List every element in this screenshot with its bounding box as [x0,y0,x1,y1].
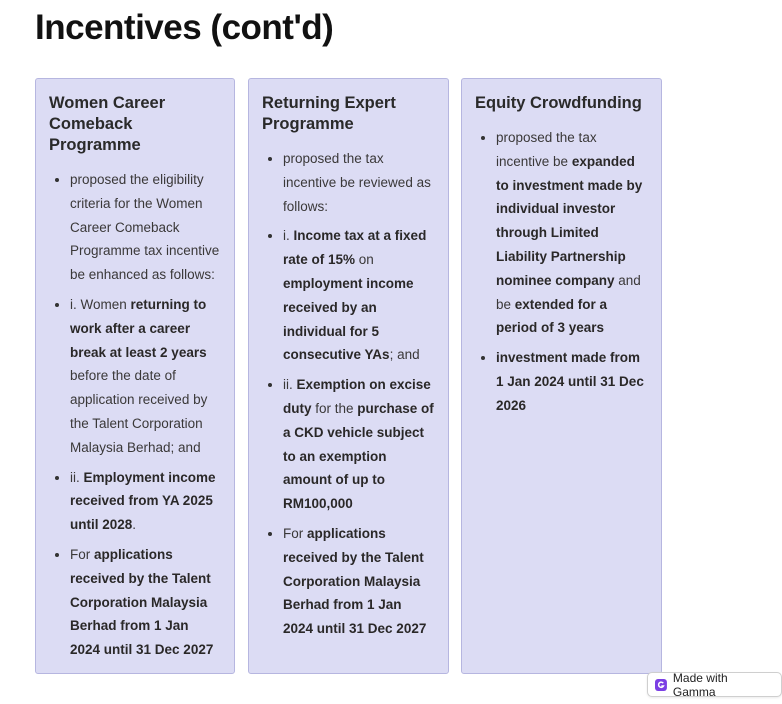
card-heading: Women Career Comeback Programme [49,94,166,154]
text: on [355,252,374,268]
bullet-item [283,224,435,367]
text: and be [496,272,641,312]
bold-text: investment made from 1 Jan 2024 until 31 Dec 2026 [496,350,644,413]
gamma-logo-icon [655,679,667,691]
text: before the date of application received by the Talent Corporation Malaysia Berhad; and [70,368,208,455]
text: proposed the tax incentive be [496,130,597,169]
bullet-item [283,147,435,218]
bold-text: applications received by the Talent Corporation Malaysia Berhad from 1 Jan 2024 until 31 Dec 2027 [70,546,214,658]
text: for the [311,400,358,416]
card-heading: Equity Crowdfunding [475,94,642,112]
bullet-item [496,126,648,340]
bullet-item [496,346,648,417]
text: proposed the tax incentive be reviewed as follows: [283,151,431,214]
card-heading: Returning Expert Programme [262,94,396,133]
bullet-item [70,168,221,287]
text: ii. [70,469,84,485]
badge-label: Made with Gamma [672,670,728,699]
bullet-item [70,543,221,662]
bold-text: employment income received by an individual for 5 consecutive YAs [283,275,414,363]
text: proposed the eligibility criteria for the Women Career Comeback Programme tax incentive be enhanced as follows: [70,172,220,283]
card-women-career-comeback [35,78,235,674]
bullet-list [262,147,435,641]
bullet-list [475,126,648,418]
text: i. [283,228,294,244]
text: i. Women [70,296,131,312]
text: For [70,546,95,562]
card-returning-expert [248,78,449,674]
bold-text: returning to work after a career break at least 2 years [70,296,207,360]
bold-text: extended for a period of 3 years [496,296,608,336]
bold-text: expanded to investment made by individual investor through Limited Liability Partnership nominee company [496,153,643,288]
bold-text: Income tax at a fixed rate of 15% [283,228,427,268]
bold-text: Exemption on excise duty [283,377,431,416]
text: . [132,517,137,533]
bullet-item [283,373,435,516]
card-equity-crowdfunding [461,78,662,674]
bold-text: purchase of a CKD vehicle subject to an exemption amount of up to RM100,000 [283,400,434,512]
bullet-list [49,168,221,662]
made-with-gamma-badge[interactable] [647,672,782,697]
page-title: Incentives (cont'd) [35,8,334,47]
bullet-item [283,522,435,641]
bullet-item [70,466,221,537]
text: For [283,525,308,541]
text: ii. [283,377,297,393]
bold-text: Employment income received from YA 2025 until 2028 [70,469,216,533]
text: ; and [389,347,420,363]
bold-text: applications received by the Talent Corporation Malaysia Berhad from 1 Jan 2024 until 31 Dec 2027 [283,525,427,637]
bullet-item [70,293,221,460]
